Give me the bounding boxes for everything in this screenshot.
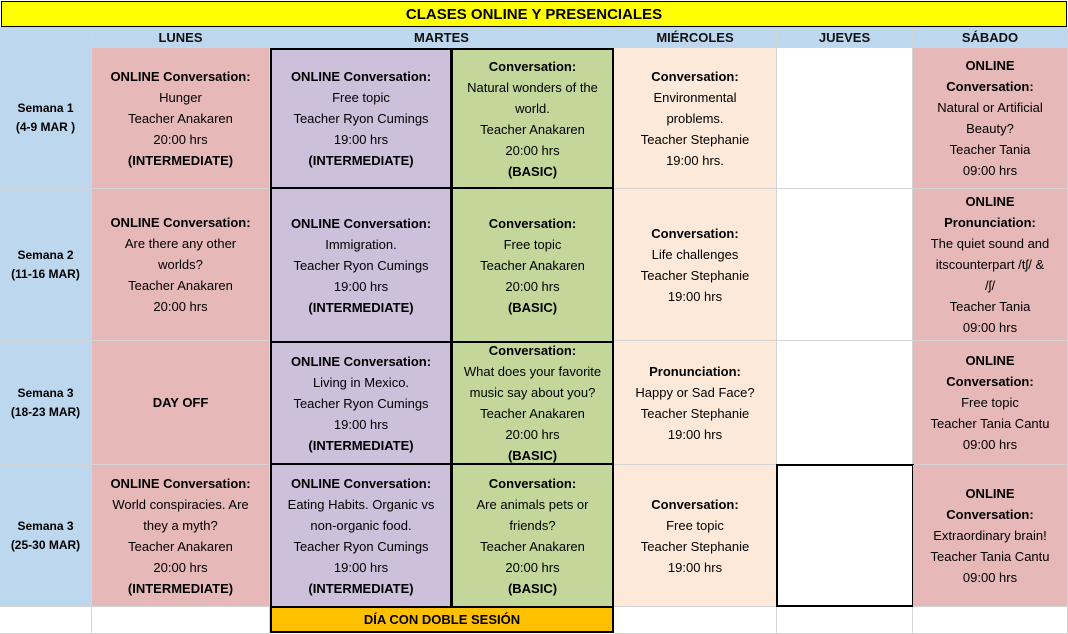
- cell-line: Teacher Tania: [949, 299, 1031, 314]
- class-cell-jueves: [776, 464, 914, 607]
- cell-line: worlds?: [158, 257, 203, 272]
- cell-line: ONLINE Conversation:: [290, 353, 432, 369]
- cell-line: 09:00 hrs: [962, 437, 1018, 452]
- cell-line: ONLINE Conversation:: [290, 475, 432, 491]
- cell-line: Teacher Anakaren: [128, 278, 233, 293]
- cell-line: Teacher Anakaren: [128, 538, 233, 554]
- cell-line: friends?: [509, 517, 556, 533]
- cell-line: Teacher Stephanie: [640, 131, 750, 147]
- footer-empty: [913, 607, 1068, 634]
- cell-line: 19:00 hrs: [667, 426, 723, 442]
- cell-line: 19:00 hrs: [333, 278, 389, 294]
- class-cell-martes-online: [270, 48, 452, 189]
- cell-line: 20:00 hrs: [505, 427, 560, 442]
- cell-line: Conversation:: [946, 79, 1034, 94]
- week-label: Semana 2 (11-16 MAR): [0, 189, 92, 341]
- class-cell-lunes: [92, 465, 270, 607]
- cell-line: Teacher Tania Cantu: [930, 416, 1050, 431]
- cell-line: Natural wonders of the: [467, 79, 598, 95]
- class-cell-miercoles: [614, 341, 777, 465]
- footer-empty: [0, 607, 92, 634]
- cell-line: 19:00 hrs.: [666, 152, 724, 168]
- footer-empty: [777, 607, 913, 634]
- class-cell-martes-presencial: [451, 463, 614, 608]
- cell-line: Extraordinary brain!: [933, 528, 1047, 543]
- cell-line: /ʃ/: [984, 278, 996, 293]
- class-cell-martes-presencial: [451, 48, 614, 189]
- class-cell-jueves: [777, 189, 913, 341]
- cell-line: Conversation:: [946, 374, 1034, 389]
- cell-line: (INTERMEDIATE): [308, 299, 414, 315]
- week-label: Semana 1 (4-9 MAR ): [0, 48, 92, 189]
- cell-line: Conversation:: [946, 507, 1034, 522]
- cell-line: (BASIC): [507, 163, 558, 179]
- cell-line: DAY OFF: [152, 395, 209, 410]
- class-cell-martes-online: [270, 341, 452, 465]
- cell-line: 19:00 hrs: [333, 559, 389, 575]
- cell-line: 20:00 hrs: [505, 278, 560, 294]
- cell-line: ONLINE Conversation:: [290, 215, 432, 231]
- class-cell-jueves: [777, 48, 913, 189]
- cell-line: ONLINE: [965, 58, 1015, 73]
- header-jueves: JUEVES: [777, 27, 913, 48]
- cell-line: itscounterpart /tʃ/ &: [935, 257, 1045, 272]
- class-cell-lunes: [92, 341, 270, 465]
- cell-line: 09:00 hrs: [962, 320, 1018, 335]
- header-martes: MARTES: [270, 27, 614, 48]
- class-cell-martes-presencial: [451, 341, 614, 465]
- cell-line: ONLINE Conversation:: [290, 69, 432, 84]
- class-cell-martes-online: [270, 187, 452, 343]
- week-label: Semana 3 (25-30 MAR): [0, 465, 92, 607]
- cell-line: Teacher Ryon Cumings: [293, 111, 429, 126]
- cell-line: 19:00 hrs: [333, 416, 389, 432]
- cell-line: (INTERMEDIATE): [308, 153, 414, 168]
- cell-line: non-organic food.: [310, 517, 412, 533]
- cell-line: Pronunciation:: [944, 215, 1036, 230]
- cell-line: Teacher Anakaren: [480, 538, 585, 554]
- week-label: Semana 3 (18-23 MAR): [0, 341, 92, 465]
- cell-line: Eating Habits. Organic vs: [287, 496, 435, 512]
- schedule-title: CLASES ONLINE Y PRESENCIALES: [1, 1, 1067, 27]
- cell-line: Teacher Stephanie: [640, 267, 750, 283]
- cell-line: Conversation:: [651, 225, 739, 241]
- footer-empty: [92, 607, 270, 634]
- header-corner: [0, 27, 92, 48]
- cell-line: Conversation:: [651, 68, 739, 84]
- header-miercoles: MIÉRCOLES: [614, 27, 777, 48]
- cell-line: Are there any other: [124, 236, 237, 251]
- class-cell-miercoles: [614, 48, 777, 189]
- cell-line: Are animals pets or: [476, 496, 589, 512]
- cell-line: ONLINE: [965, 486, 1015, 501]
- cell-line: (INTERMEDIATE): [127, 152, 234, 168]
- cell-line: ONLINE Conversation:: [110, 215, 251, 230]
- cell-line: Free topic: [503, 236, 562, 252]
- class-cell-sabado: [913, 48, 1068, 189]
- cell-line: Hunger: [159, 89, 202, 105]
- cell-line: Living in Mexico.: [312, 374, 410, 390]
- cell-line: ONLINE: [965, 353, 1015, 368]
- cell-line: Pronunciation:: [649, 363, 741, 379]
- class-cell-lunes: [92, 189, 270, 341]
- cell-line: Free topic: [961, 395, 1019, 410]
- cell-line: Teacher Anakaren: [480, 257, 585, 273]
- double-session-label: DÍA CON DOBLE SESIÓN: [270, 606, 614, 633]
- class-cell-sabado: [913, 189, 1068, 341]
- cell-line: (BASIC): [507, 448, 558, 463]
- cell-line: music say about you?: [469, 385, 596, 400]
- cell-line: Beauty?: [966, 121, 1014, 136]
- class-cell-lunes: [92, 48, 270, 189]
- cell-line: (INTERMEDIATE): [127, 580, 234, 596]
- cell-line: What does your favorite: [463, 364, 602, 379]
- cell-line: Teacher Tania Cantu: [930, 549, 1050, 564]
- cell-line: Free topic: [666, 517, 724, 533]
- class-cell-sabado: [913, 341, 1068, 465]
- header-lunes: LUNES: [92, 27, 270, 48]
- cell-line: 19:00 hrs: [667, 288, 723, 304]
- cell-line: World conspiracies. Are: [112, 496, 249, 512]
- cell-line: (BASIC): [507, 299, 558, 315]
- cell-line: Teacher Anakaren: [480, 406, 585, 421]
- cell-line: (BASIC): [507, 580, 558, 596]
- cell-line: Teacher Anakaren: [480, 121, 585, 137]
- cell-line: Life challenges: [651, 246, 739, 262]
- class-cell-jueves: [777, 341, 913, 465]
- cell-line: (INTERMEDIATE): [308, 437, 414, 453]
- class-cell-miercoles: [614, 189, 777, 341]
- cell-line: 20:00 hrs: [153, 131, 208, 147]
- cell-line: The quiet sound and: [930, 236, 1050, 251]
- cell-line: world.: [515, 100, 550, 116]
- cell-line: problems.: [666, 110, 724, 126]
- cell-line: ONLINE Conversation:: [110, 475, 251, 491]
- cell-line: 09:00 hrs: [962, 163, 1018, 178]
- cell-line: Immigration.: [325, 236, 397, 252]
- cell-line: Conversation:: [488, 58, 577, 74]
- footer-empty: [614, 607, 777, 634]
- cell-line: 20:00 hrs: [153, 299, 208, 314]
- class-cell-miercoles: [614, 465, 777, 607]
- cell-line: Happy or Sad Face?: [635, 384, 755, 400]
- class-cell-martes-online: [270, 463, 452, 608]
- cell-line: Free topic: [332, 90, 390, 105]
- cell-line: Environmental: [653, 89, 737, 105]
- cell-line: 19:00 hrs: [667, 559, 723, 575]
- cell-line: 19:00 hrs: [333, 132, 389, 147]
- cell-line: Conversation:: [488, 343, 577, 358]
- class-cell-sabado: [913, 465, 1068, 607]
- cell-line: Teacher Stephanie: [640, 538, 750, 554]
- cell-line: Natural or Artificial: [937, 100, 1043, 115]
- cell-line: Conversation:: [651, 496, 739, 512]
- cell-line: Teacher Stephanie: [640, 405, 750, 421]
- class-cell-martes-presencial: [451, 187, 614, 343]
- cell-line: Teacher Ryon Cumings: [293, 538, 429, 554]
- cell-line: (INTERMEDIATE): [308, 580, 414, 596]
- cell-line: ONLINE: [965, 194, 1015, 209]
- cell-line: 09:00 hrs: [962, 570, 1018, 585]
- cell-line: 20:00 hrs: [505, 559, 560, 575]
- cell-line: Teacher Ryon Cumings: [293, 395, 429, 411]
- cell-line: 20:00 hrs: [505, 142, 560, 158]
- cell-line: Teacher Tania: [949, 142, 1031, 157]
- cell-line: Teacher Anakaren: [128, 110, 233, 126]
- cell-line: they a myth?: [143, 517, 218, 533]
- cell-line: Conversation:: [488, 215, 577, 231]
- cell-line: Teacher Ryon Cumings: [293, 257, 429, 273]
- cell-line: ONLINE Conversation:: [110, 68, 251, 84]
- header-sabado: SÁBADO: [913, 27, 1068, 48]
- cell-line: 20:00 hrs: [153, 559, 208, 575]
- cell-line: Conversation:: [488, 475, 577, 491]
